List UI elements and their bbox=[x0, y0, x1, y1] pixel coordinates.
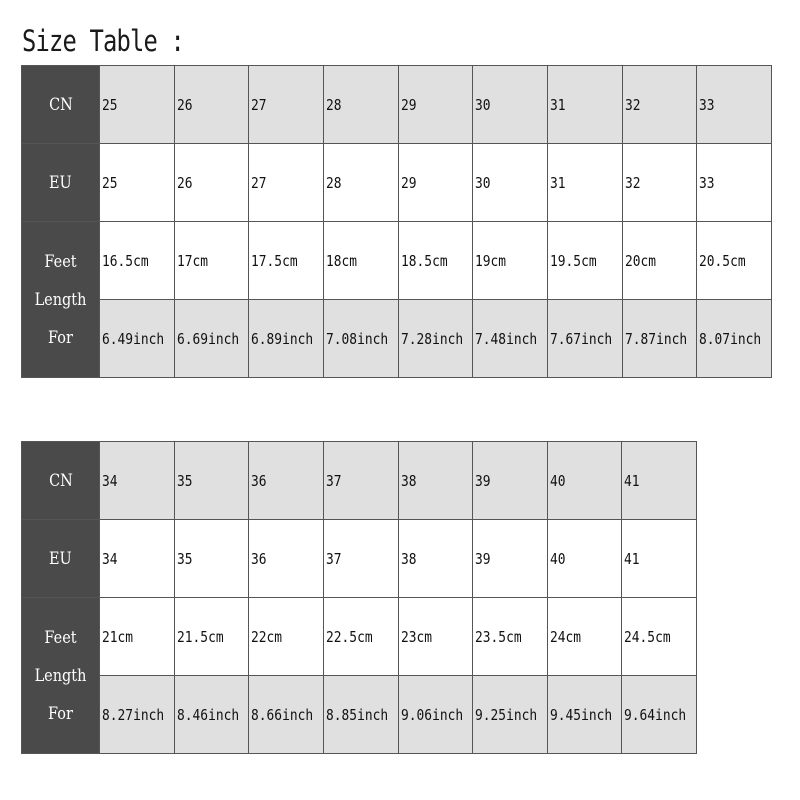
eu-cell bbox=[622, 520, 697, 598]
feet-length-cm-value: 17.5cm bbox=[251, 251, 298, 270]
row-label-text: EU bbox=[49, 172, 72, 193]
size-table-1 bbox=[21, 65, 772, 378]
feet-length-cm-value: 20.5cm bbox=[699, 251, 746, 270]
cn-cell bbox=[473, 66, 548, 144]
feet-length-cm-cell bbox=[249, 222, 324, 300]
feet-length-inch-cell bbox=[323, 676, 398, 754]
feet-length-inch-cell bbox=[323, 300, 398, 378]
row-label-text: EU bbox=[49, 548, 72, 569]
cn-cell bbox=[323, 66, 398, 144]
eu-cell bbox=[547, 520, 622, 598]
feet-length-cm-value: 24.5cm bbox=[624, 627, 671, 646]
feet-length-inch-cell bbox=[398, 676, 473, 754]
feet-length-cm-cell bbox=[547, 222, 622, 300]
eu-cell bbox=[249, 144, 324, 222]
feet-length-inch-cell bbox=[249, 676, 324, 754]
cn-cell bbox=[249, 66, 324, 144]
cn-value: 38 bbox=[400, 471, 417, 490]
feet-length-cm-cell bbox=[547, 598, 622, 676]
feet-length-cm-value: 21.5cm bbox=[176, 627, 224, 646]
feet-length-cm-value: 24cm bbox=[549, 627, 581, 646]
feet-length-cm-row bbox=[22, 598, 697, 676]
feet-length-cm-cell bbox=[398, 598, 473, 676]
feet-length-inch-value: 9.64inch bbox=[624, 705, 687, 724]
cn-cell bbox=[174, 66, 249, 144]
feet-length-inch-cell bbox=[473, 300, 548, 378]
row-label-text: CN bbox=[48, 94, 73, 115]
cn-value: 37 bbox=[325, 471, 342, 490]
feet-length-cm-value: 20cm bbox=[624, 251, 656, 270]
feet-length-inch-value: 7.48inch bbox=[475, 329, 538, 348]
eu-cell bbox=[323, 520, 398, 598]
feet-length-cm-cell bbox=[622, 598, 697, 676]
feet-length-inch-cell bbox=[547, 676, 622, 754]
feet-length-cm-cell bbox=[323, 598, 398, 676]
eu-row bbox=[22, 144, 772, 222]
feet-length-inch-value: 6.69inch bbox=[176, 329, 239, 348]
feet-length-inch-value: 8.07inch bbox=[699, 329, 762, 348]
eu-cell bbox=[249, 520, 324, 598]
feet-length-cm-value: 16.5cm bbox=[102, 251, 149, 270]
cn-value: 32 bbox=[624, 95, 641, 114]
feet-length-inch-cell bbox=[622, 300, 697, 378]
row-label-cn bbox=[22, 442, 100, 520]
feet-length-inch-cell bbox=[174, 300, 249, 378]
row-label-feet-length-for bbox=[22, 222, 100, 378]
feet-length-cm-cell bbox=[100, 222, 175, 300]
feet-length-cm-value: 22.5cm bbox=[325, 627, 373, 646]
eu-cell bbox=[473, 144, 548, 222]
eu-value: 28 bbox=[325, 173, 342, 192]
cn-value: 35 bbox=[176, 471, 193, 490]
feet-length-inch-cell bbox=[398, 300, 473, 378]
feet-length-cm-row bbox=[22, 222, 772, 300]
feet-length-inch-cell bbox=[473, 676, 548, 754]
feet-length-cm-cell bbox=[473, 598, 548, 676]
row-label-text: CN bbox=[48, 470, 73, 491]
feet-length-inch-value: 7.67inch bbox=[549, 329, 613, 348]
feet-length-inch-cell bbox=[100, 676, 175, 754]
feet-length-cm-cell bbox=[174, 598, 249, 676]
feet-length-cm-cell bbox=[622, 222, 697, 300]
cn-value: 40 bbox=[549, 471, 566, 490]
cn-cell bbox=[398, 442, 473, 520]
cn-cell bbox=[622, 442, 697, 520]
eu-cell bbox=[100, 144, 175, 222]
cn-cell bbox=[323, 442, 398, 520]
cn-row bbox=[22, 66, 772, 144]
feet-length-cm-value: 23.5cm bbox=[475, 627, 522, 646]
eu-row bbox=[22, 520, 697, 598]
feet-length-cm-value: 19.5cm bbox=[549, 251, 597, 270]
cn-value: 34 bbox=[102, 471, 118, 490]
feet-length-inch-cell bbox=[547, 300, 622, 378]
feet-length-cm-value: 18.5cm bbox=[400, 251, 448, 270]
eu-value: 26 bbox=[176, 173, 193, 192]
eu-value: 38 bbox=[400, 549, 417, 568]
cn-cell bbox=[100, 66, 175, 144]
cn-value: 26 bbox=[176, 95, 193, 114]
eu-value: 34 bbox=[102, 549, 118, 568]
cn-value: 30 bbox=[475, 95, 491, 114]
eu-value: 32 bbox=[624, 173, 641, 192]
cn-cell bbox=[622, 66, 697, 144]
feet-length-cm-value: 23cm bbox=[400, 627, 432, 646]
eu-cell bbox=[398, 520, 473, 598]
cn-cell bbox=[100, 442, 175, 520]
feet-length-cm-value: 18cm bbox=[325, 251, 358, 270]
cn-row bbox=[22, 442, 697, 520]
feet-length-inch-value: 7.28inch bbox=[400, 329, 463, 348]
eu-value: 37 bbox=[325, 549, 342, 568]
feet-length-cm-value: 21cm bbox=[102, 627, 134, 646]
eu-cell bbox=[697, 144, 772, 222]
feet-length-inch-value: 8.27inch bbox=[102, 705, 165, 724]
eu-value: 27 bbox=[251, 173, 267, 192]
eu-value: 39 bbox=[475, 549, 491, 568]
feet-length-inch-value: 8.46inch bbox=[176, 705, 239, 724]
feet-length-cm-cell bbox=[398, 222, 473, 300]
feet-length-cm-cell bbox=[249, 598, 324, 676]
eu-value: 40 bbox=[549, 549, 566, 568]
feet-length-inch-value: 7.08inch bbox=[325, 329, 389, 348]
feet-length-inch-value: 9.25inch bbox=[475, 705, 538, 724]
cn-cell bbox=[174, 442, 249, 520]
eu-cell bbox=[398, 144, 473, 222]
row-label-feet-length-for bbox=[22, 598, 100, 754]
eu-cell bbox=[174, 144, 249, 222]
eu-cell bbox=[174, 520, 249, 598]
cn-cell bbox=[249, 442, 324, 520]
cn-cell bbox=[473, 442, 548, 520]
cn-cell bbox=[697, 66, 772, 144]
feet-length-cm-cell bbox=[323, 222, 398, 300]
size-table-2 bbox=[21, 441, 697, 754]
eu-cell bbox=[473, 520, 548, 598]
row-label-eu bbox=[22, 144, 100, 222]
eu-cell bbox=[323, 144, 398, 222]
cn-value: 28 bbox=[325, 95, 342, 114]
feet-length-inch-value: 8.85inch bbox=[325, 705, 389, 724]
cn-cell bbox=[547, 442, 622, 520]
eu-value: 36 bbox=[251, 549, 267, 568]
cn-value: 39 bbox=[475, 471, 491, 490]
feet-length-inch-value: 9.06inch bbox=[400, 705, 463, 724]
feet-length-cm-value: 17cm bbox=[176, 251, 208, 270]
feet-length-inch-value: 8.66inch bbox=[251, 705, 314, 724]
eu-value: 33 bbox=[699, 173, 715, 192]
cn-cell bbox=[547, 66, 622, 144]
cn-value: 31 bbox=[549, 95, 566, 114]
feet-length-cm-cell bbox=[697, 222, 772, 300]
feet-length-cm-value: 22cm bbox=[251, 627, 283, 646]
feet-length-cm-cell bbox=[174, 222, 249, 300]
cn-cell bbox=[398, 66, 473, 144]
feet-length-inch-cell bbox=[249, 300, 324, 378]
row-label-eu bbox=[22, 520, 100, 598]
feet-length-inch-row bbox=[22, 676, 697, 754]
eu-value: 41 bbox=[624, 549, 640, 568]
feet-length-cm-cell bbox=[473, 222, 548, 300]
eu-value: 31 bbox=[549, 173, 566, 192]
feet-length-inch-value: 6.49inch bbox=[102, 329, 165, 348]
eu-cell bbox=[547, 144, 622, 222]
row-label-text: Feet Length For bbox=[34, 627, 87, 724]
cn-value: 36 bbox=[251, 471, 267, 490]
eu-cell bbox=[100, 520, 175, 598]
feet-length-inch-value: 6.89inch bbox=[251, 329, 314, 348]
row-label-text: Feet Length For bbox=[34, 251, 87, 348]
cn-value: 29 bbox=[400, 95, 417, 114]
page-title: Size Table : bbox=[22, 24, 184, 58]
eu-value: 29 bbox=[400, 173, 417, 192]
feet-length-inch-cell bbox=[174, 676, 249, 754]
eu-cell bbox=[622, 144, 697, 222]
eu-value: 35 bbox=[176, 549, 193, 568]
feet-length-inch-cell bbox=[622, 676, 697, 754]
cn-value: 33 bbox=[699, 95, 715, 114]
feet-length-inch-value: 7.87inch bbox=[624, 329, 687, 348]
feet-length-inch-value: 9.45inch bbox=[549, 705, 612, 724]
feet-length-inch-cell bbox=[697, 300, 772, 378]
eu-value: 25 bbox=[102, 173, 118, 192]
feet-length-inch-row bbox=[22, 300, 772, 378]
feet-length-cm-value: 19cm bbox=[475, 251, 507, 270]
feet-length-cm-cell bbox=[100, 598, 175, 676]
cn-value: 27 bbox=[251, 95, 267, 114]
feet-length-inch-cell bbox=[100, 300, 175, 378]
eu-value: 30 bbox=[475, 173, 491, 192]
row-label-cn bbox=[22, 66, 100, 144]
cn-value: 41 bbox=[624, 471, 640, 490]
cn-value: 25 bbox=[102, 95, 118, 114]
